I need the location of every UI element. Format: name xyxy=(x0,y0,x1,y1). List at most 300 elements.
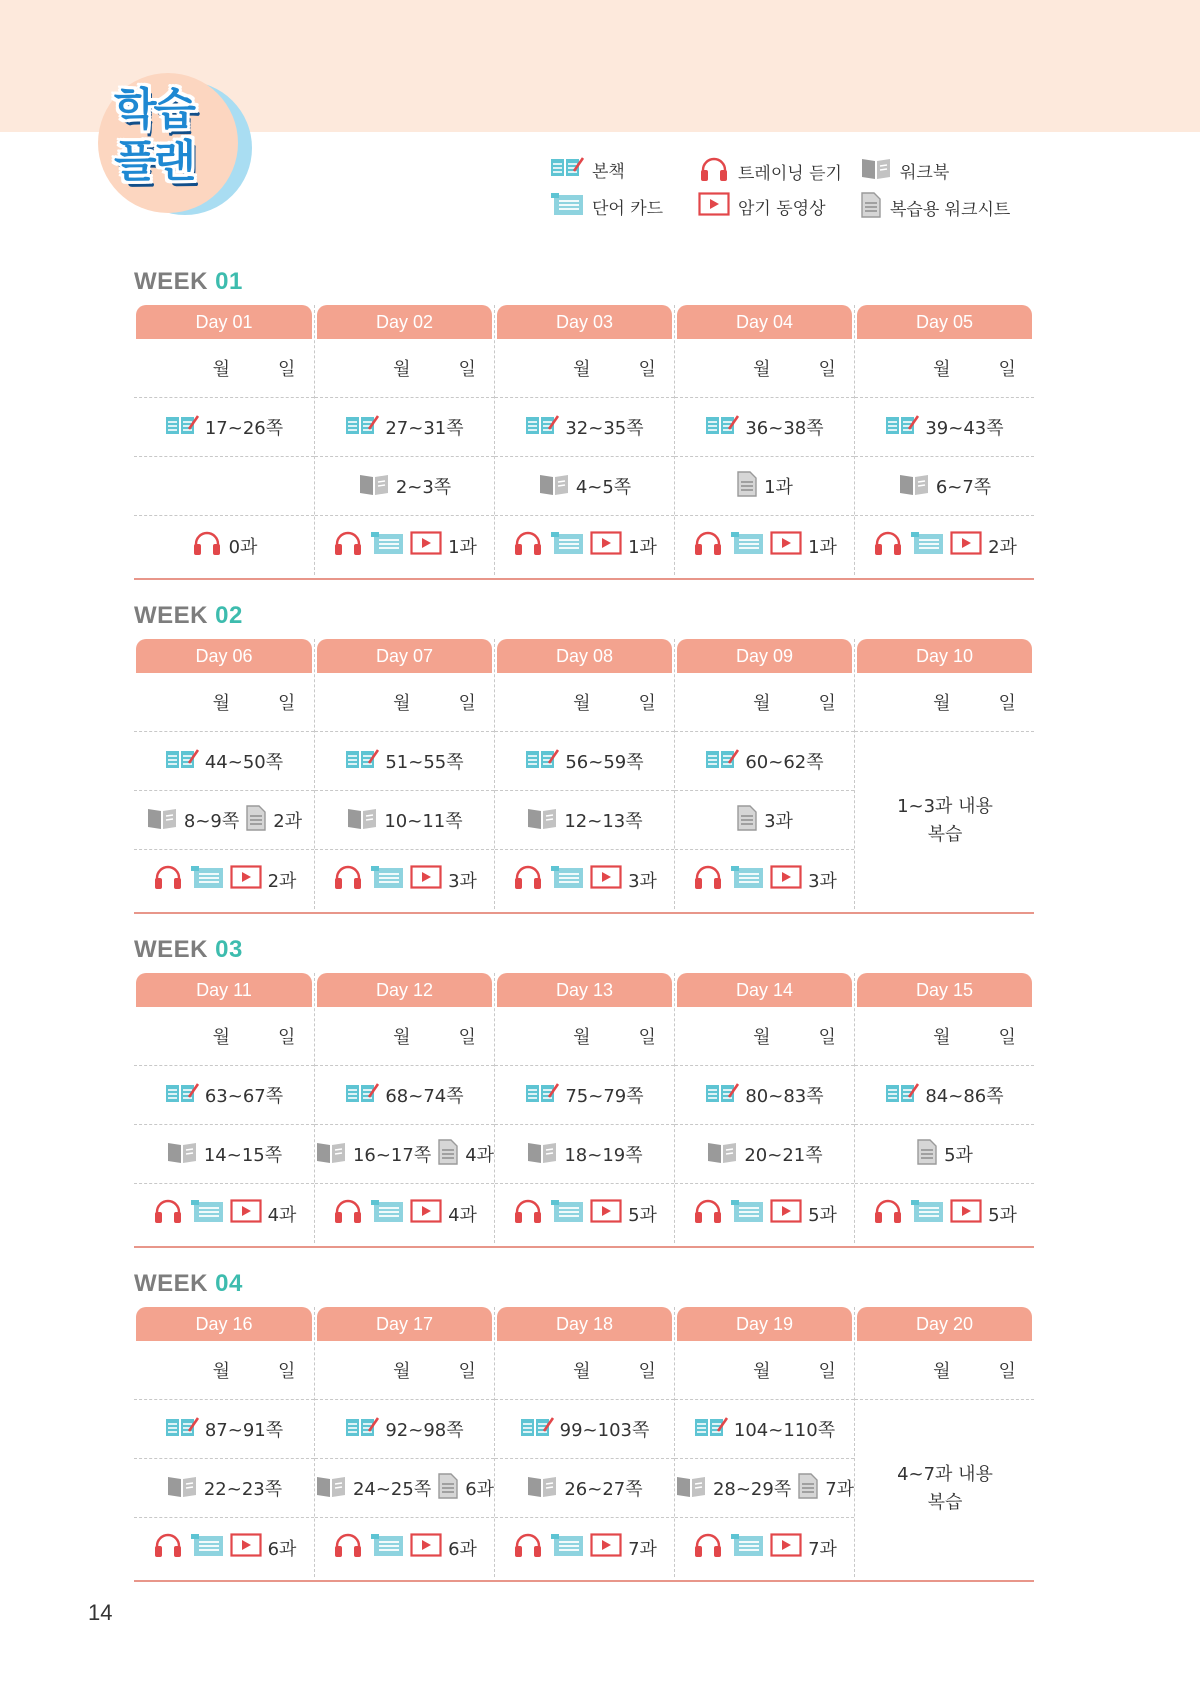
workbook-row xyxy=(134,791,314,850)
workbook-row xyxy=(134,1125,314,1184)
workbook-pages: 8~9쪽 xyxy=(183,811,240,832)
date-row xyxy=(134,339,314,398)
date-row xyxy=(315,1007,494,1066)
week-prefix: WEEK xyxy=(134,1270,208,1297)
week-number: 03 xyxy=(215,936,243,963)
audio-row xyxy=(495,850,674,909)
workbook-pages: 26~27쪽 xyxy=(564,1479,643,1500)
month-label: 월 xyxy=(573,1027,591,1048)
book-icon xyxy=(345,1082,379,1109)
word-card-icon xyxy=(730,1533,764,1562)
day-header: Day 02 xyxy=(317,305,492,339)
day-label: 일 xyxy=(638,1027,656,1048)
workbook-icon xyxy=(898,472,930,501)
audio-lesson: 5과 xyxy=(628,1204,657,1226)
word-card-icon xyxy=(910,531,944,560)
book-pages: 44~50쪽 xyxy=(204,752,284,773)
date-row xyxy=(675,673,854,732)
book-pages: 104~110쪽 xyxy=(733,1420,836,1441)
day-header: Day 10 xyxy=(857,639,1032,673)
workbook-pages: 24~25쪽 xyxy=(352,1479,432,1500)
worksheet-icon xyxy=(736,805,758,836)
workbook-icon xyxy=(526,1140,558,1169)
month-label: 월 xyxy=(212,1027,230,1048)
date-row xyxy=(315,673,494,732)
workbook-row xyxy=(675,791,854,850)
audio-lesson: 3과 xyxy=(628,870,657,892)
book-row xyxy=(675,1400,854,1459)
video-icon xyxy=(590,1533,622,1562)
day-label: 일 xyxy=(998,1361,1016,1382)
book-icon xyxy=(165,1082,199,1109)
audio-row xyxy=(315,516,494,575)
month-label: 월 xyxy=(573,693,591,714)
book-pages: 39~43쪽 xyxy=(925,418,1004,439)
video-icon xyxy=(230,1533,262,1562)
book-icon xyxy=(705,748,739,775)
week-title xyxy=(134,602,243,630)
headphones-icon xyxy=(692,1532,724,1563)
headphones-icon xyxy=(512,1532,544,1563)
week-underline xyxy=(134,578,1034,580)
day-label: 일 xyxy=(998,693,1016,714)
month-label: 월 xyxy=(933,1361,951,1382)
audio-lesson: 3과 xyxy=(448,870,477,892)
book-icon xyxy=(165,748,199,775)
word-card-icon xyxy=(730,1199,764,1228)
date-row xyxy=(134,1341,314,1400)
headphones-icon xyxy=(698,156,730,187)
book-row xyxy=(495,1066,674,1125)
workbook-row xyxy=(495,1125,674,1184)
video-icon xyxy=(590,865,622,894)
day-header: Day 20 xyxy=(857,1307,1032,1341)
audio-row xyxy=(855,516,1034,575)
day-column xyxy=(674,305,854,575)
day-column xyxy=(314,1307,494,1577)
month-label: 월 xyxy=(393,1027,411,1048)
date-row xyxy=(855,1007,1034,1066)
legend-label: 워크북 xyxy=(900,163,950,183)
audio-lesson: 0과 xyxy=(228,536,258,558)
word-card-icon xyxy=(730,531,764,560)
workbook-icon xyxy=(166,1140,198,1169)
book-pages: 32~35쪽 xyxy=(565,418,644,439)
day-label: 일 xyxy=(278,1027,296,1048)
day-column xyxy=(854,973,1034,1243)
audio-lesson: 7과 xyxy=(628,1538,657,1560)
day-header: Day 06 xyxy=(136,639,312,673)
workbook-icon xyxy=(166,1474,198,1503)
date-row xyxy=(134,1007,314,1066)
word-card-icon xyxy=(370,865,404,894)
date-row xyxy=(675,339,854,398)
book-row xyxy=(315,1066,494,1125)
month-label: 월 xyxy=(212,693,230,714)
week-underline xyxy=(134,1246,1034,1248)
month-label: 월 xyxy=(573,359,591,380)
day-header: Day 05 xyxy=(857,305,1032,339)
legend-label: 트레이닝 듣기 xyxy=(738,164,842,184)
book-row xyxy=(315,1400,494,1459)
legend-label: 복습용 워크시트 xyxy=(890,200,1011,220)
day-header: Day 09 xyxy=(677,639,852,673)
legend-label: 본책 xyxy=(592,162,625,182)
headphones-icon xyxy=(692,530,724,561)
word-card-icon xyxy=(370,531,404,560)
workbook-icon xyxy=(315,1474,347,1503)
workbook-row xyxy=(495,457,674,516)
day-label: 일 xyxy=(278,359,296,380)
workbook-pages: 2~3쪽 xyxy=(395,477,452,498)
month-label: 월 xyxy=(753,1361,771,1382)
headphones-icon xyxy=(152,1198,184,1229)
day-column xyxy=(854,305,1034,575)
worksheet-lesson: 2과 xyxy=(273,811,303,832)
book-icon xyxy=(550,156,584,183)
month-label: 월 xyxy=(753,693,771,714)
day-column xyxy=(854,1307,1034,1577)
day-label: 일 xyxy=(638,693,656,714)
day-column xyxy=(134,1307,314,1577)
day-column xyxy=(674,639,854,909)
workbook-pages: 22~23쪽 xyxy=(203,1479,283,1500)
day-header: Day 19 xyxy=(677,1307,852,1341)
audio-lesson: 4과 xyxy=(448,1204,477,1226)
month-label: 월 xyxy=(393,1361,411,1382)
audio-lesson: 5과 xyxy=(808,1204,837,1226)
word-card-icon xyxy=(190,865,224,894)
book-pages: 60~62쪽 xyxy=(745,752,824,773)
audio-lesson: 1과 xyxy=(448,536,477,558)
book-row xyxy=(134,1400,314,1459)
week-number: 04 xyxy=(215,1270,243,1297)
week-title xyxy=(134,936,243,964)
video-icon xyxy=(950,531,982,560)
book-row xyxy=(134,398,314,457)
day-header: Day 14 xyxy=(677,973,852,1007)
audio-lesson: 6과 xyxy=(267,1538,297,1560)
worksheet-icon xyxy=(860,192,882,223)
video-icon xyxy=(698,192,730,221)
book-row xyxy=(495,732,674,791)
day-label: 일 xyxy=(458,1361,476,1382)
month-label: 월 xyxy=(212,1361,230,1382)
day-header: Day 11 xyxy=(136,973,312,1007)
day-column xyxy=(494,1307,674,1577)
headphones-icon xyxy=(692,864,724,895)
legend-item xyxy=(550,156,625,183)
book-icon xyxy=(525,1082,559,1109)
day-label: 일 xyxy=(998,1027,1016,1048)
word-card-icon xyxy=(190,1533,224,1562)
review-line-1: 4~7과 내용 xyxy=(897,1463,993,1485)
day-label: 일 xyxy=(278,693,296,714)
week-table xyxy=(134,639,1034,909)
day-column xyxy=(314,639,494,909)
legend-item xyxy=(698,156,842,187)
page-number: 14 xyxy=(88,1600,113,1625)
month-label: 월 xyxy=(933,1027,951,1048)
day-header: Day 04 xyxy=(677,305,852,339)
audio-row xyxy=(675,1184,854,1243)
book-pages: 87~91쪽 xyxy=(204,1420,284,1441)
legend xyxy=(550,156,1050,236)
day-label: 일 xyxy=(638,359,656,380)
workbook-icon xyxy=(538,472,570,501)
date-row xyxy=(315,339,494,398)
week-number: 02 xyxy=(215,602,243,629)
worksheet-icon xyxy=(736,471,758,502)
day-column xyxy=(314,305,494,575)
worksheet-lesson: 7과 xyxy=(825,1479,855,1500)
audio-lesson: 5과 xyxy=(988,1204,1017,1226)
video-icon xyxy=(410,1199,442,1228)
audio-row xyxy=(315,1518,494,1577)
date-row xyxy=(134,673,314,732)
workbook-icon xyxy=(315,1140,347,1169)
audio-lesson: 1과 xyxy=(808,536,837,558)
day-header: Day 07 xyxy=(317,639,492,673)
workbook-pages: 4~5쪽 xyxy=(575,477,632,498)
audio-row xyxy=(675,1518,854,1577)
workbook-row xyxy=(315,791,494,850)
week-underline xyxy=(134,912,1034,914)
day-column xyxy=(674,1307,854,1577)
worksheet-icon xyxy=(797,1473,819,1504)
headphones-icon xyxy=(332,530,364,561)
book-icon xyxy=(165,414,199,441)
headphones-icon xyxy=(512,530,544,561)
audio-row xyxy=(134,516,314,575)
worksheet-icon xyxy=(916,1139,938,1170)
workbook-row xyxy=(134,457,314,516)
headphones-icon xyxy=(692,1198,724,1229)
worksheet-lesson: 1과 xyxy=(764,477,793,498)
week-prefix: WEEK xyxy=(134,602,208,629)
workbook-icon xyxy=(860,156,892,185)
book-pages: 36~38쪽 xyxy=(745,418,824,439)
day-header: Day 01 xyxy=(136,305,312,339)
book-row xyxy=(675,732,854,791)
book-row xyxy=(315,398,494,457)
date-row xyxy=(675,1341,854,1400)
month-label: 월 xyxy=(753,359,771,380)
day-header: Day 08 xyxy=(497,639,672,673)
date-row xyxy=(495,339,674,398)
headphones-icon xyxy=(332,1198,364,1229)
month-label: 월 xyxy=(933,693,951,714)
audio-row xyxy=(675,850,854,909)
word-card-icon xyxy=(910,1199,944,1228)
book-icon xyxy=(345,748,379,775)
day-header: Day 12 xyxy=(317,973,492,1007)
study-plan-logo xyxy=(98,73,258,225)
workbook-row xyxy=(855,1125,1034,1184)
workbook-pages: 18~19쪽 xyxy=(564,1145,643,1166)
video-icon xyxy=(590,1199,622,1228)
legend-item xyxy=(550,192,663,221)
day-header: Day 18 xyxy=(497,1307,672,1341)
headphones-icon xyxy=(152,864,184,895)
week-number: 01 xyxy=(215,268,243,295)
workbook-row xyxy=(495,791,674,850)
word-card-icon xyxy=(550,1199,584,1228)
worksheet-lesson: 3과 xyxy=(764,811,793,832)
video-icon xyxy=(230,865,262,894)
month-label: 월 xyxy=(753,1027,771,1048)
video-icon xyxy=(770,531,802,560)
review-note xyxy=(855,732,1035,909)
day-label: 일 xyxy=(818,693,836,714)
day-header: Day 17 xyxy=(317,1307,492,1341)
video-icon xyxy=(950,1199,982,1228)
day-header: Day 13 xyxy=(497,973,672,1007)
day-header: Day 16 xyxy=(136,1307,312,1341)
date-row xyxy=(495,673,674,732)
headphones-icon xyxy=(191,530,223,561)
day-label: 일 xyxy=(458,693,476,714)
date-row xyxy=(855,1341,1034,1400)
book-row xyxy=(134,1066,314,1125)
audio-row xyxy=(134,1184,314,1243)
day-column xyxy=(494,973,674,1243)
video-icon xyxy=(410,1533,442,1562)
date-row xyxy=(495,1341,674,1400)
book-icon xyxy=(345,414,379,441)
date-row xyxy=(675,1007,854,1066)
legend-item xyxy=(698,192,826,221)
video-icon xyxy=(230,1199,262,1228)
video-icon xyxy=(770,1533,802,1562)
audio-row xyxy=(134,1518,314,1577)
book-row xyxy=(855,1066,1034,1125)
headphones-icon xyxy=(332,864,364,895)
day-header: Day 15 xyxy=(857,973,1032,1007)
headphones-icon xyxy=(512,864,544,895)
workbook-pages: 28~29쪽 xyxy=(712,1479,792,1500)
day-column xyxy=(134,639,314,909)
legend-item xyxy=(860,156,949,185)
audio-row xyxy=(855,1184,1034,1243)
book-pages: 80~83쪽 xyxy=(745,1086,824,1107)
video-icon xyxy=(770,1199,802,1228)
audio-lesson: 2과 xyxy=(988,536,1017,558)
workbook-icon xyxy=(526,1474,558,1503)
worksheet-icon xyxy=(437,1139,459,1170)
word-card-icon xyxy=(550,531,584,560)
word-card-icon xyxy=(190,1199,224,1228)
audio-row xyxy=(495,1184,674,1243)
workbook-pages: 12~13쪽 xyxy=(564,811,643,832)
workbook-row xyxy=(855,457,1034,516)
word-card-icon xyxy=(370,1533,404,1562)
workbook-pages: 10~11쪽 xyxy=(384,811,463,832)
book-row xyxy=(495,398,674,457)
book-icon xyxy=(705,1082,739,1109)
video-icon xyxy=(410,531,442,560)
workbook-pages: 6~7쪽 xyxy=(935,477,992,498)
workbook-row xyxy=(675,1125,854,1184)
workbook-icon xyxy=(526,806,558,835)
month-label: 월 xyxy=(933,359,951,380)
workbook-row xyxy=(315,1125,494,1184)
word-card-icon xyxy=(550,192,584,221)
worksheet-icon xyxy=(437,1473,459,1504)
workbook-pages: 20~21쪽 xyxy=(744,1145,823,1166)
audio-lesson: 2과 xyxy=(267,870,297,892)
week-prefix: WEEK xyxy=(134,268,208,295)
word-card-icon xyxy=(730,865,764,894)
month-label: 월 xyxy=(393,359,411,380)
headphones-icon xyxy=(152,1532,184,1563)
word-card-icon xyxy=(370,1199,404,1228)
book-pages: 99~103쪽 xyxy=(559,1420,650,1441)
month-label: 월 xyxy=(212,359,230,380)
worksheet-lesson: 6과 xyxy=(465,1479,495,1500)
day-label: 일 xyxy=(818,1027,836,1048)
book-row xyxy=(675,398,854,457)
workbook-icon xyxy=(706,1140,738,1169)
day-column xyxy=(494,639,674,909)
book-pages: 51~55쪽 xyxy=(385,752,464,773)
audio-lesson: 4과 xyxy=(267,1204,297,1226)
book-pages: 27~31쪽 xyxy=(385,418,464,439)
day-column xyxy=(494,305,674,575)
day-label: 일 xyxy=(458,1027,476,1048)
date-row xyxy=(855,339,1034,398)
audio-row xyxy=(315,850,494,909)
day-label: 일 xyxy=(278,1361,296,1382)
workbook-icon xyxy=(675,1474,707,1503)
review-note xyxy=(855,1400,1035,1577)
date-row xyxy=(495,1007,674,1066)
date-row xyxy=(855,673,1034,732)
audio-lesson: 3과 xyxy=(808,870,837,892)
video-icon xyxy=(770,865,802,894)
word-card-icon xyxy=(550,1533,584,1562)
review-line-2: 복습 xyxy=(927,823,963,845)
logo-line-2: 플랜 xyxy=(114,136,194,187)
headphones-icon xyxy=(872,1198,904,1229)
day-column xyxy=(314,973,494,1243)
day-label: 일 xyxy=(998,359,1016,380)
workbook-row xyxy=(134,1459,314,1518)
book-row xyxy=(315,732,494,791)
day-label: 일 xyxy=(818,359,836,380)
book-icon xyxy=(705,414,739,441)
workbook-icon xyxy=(146,806,178,835)
day-header: Day 03 xyxy=(497,305,672,339)
book-row xyxy=(855,398,1034,457)
headphones-icon xyxy=(872,530,904,561)
book-pages: 75~79쪽 xyxy=(565,1086,644,1107)
week-table xyxy=(134,1307,1034,1577)
workbook-row xyxy=(675,1459,854,1518)
review-line-2: 복습 xyxy=(927,1491,963,1513)
week-prefix: WEEK xyxy=(134,936,208,963)
month-label: 월 xyxy=(573,1361,591,1382)
day-column xyxy=(854,639,1034,909)
headphones-icon xyxy=(332,1532,364,1563)
worksheet-lesson: 5과 xyxy=(944,1145,973,1166)
legend-item xyxy=(860,192,1010,223)
logo-line-1: 학습 xyxy=(114,84,194,135)
day-label: 일 xyxy=(818,1361,836,1382)
workbook-pages: 16~17쪽 xyxy=(352,1145,432,1166)
book-icon xyxy=(525,748,559,775)
book-icon xyxy=(165,1416,199,1443)
